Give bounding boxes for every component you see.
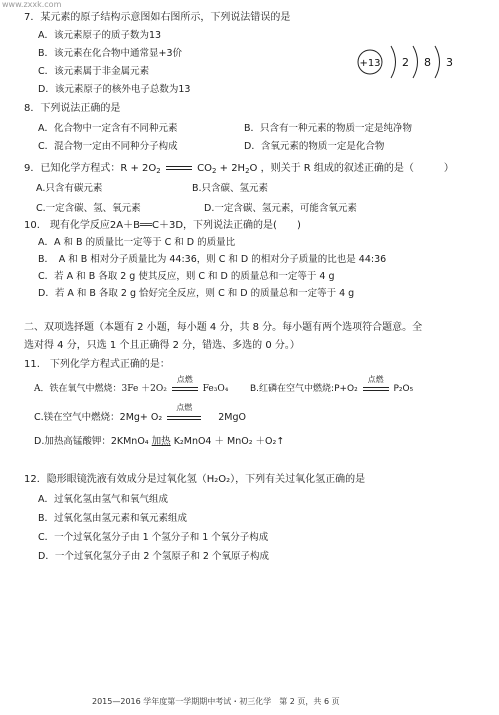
q11-a-pre: A．铁在氧气中燃烧：3Fe ＋2O₂ (34, 384, 167, 394)
q11-c-post: 2MgO (218, 412, 247, 423)
q11-c-condition: 点燃 (176, 403, 193, 412)
shell-3-electrons: 3 (446, 56, 453, 69)
page-footer: 2015—2016 学年度第一学期期中考试・初三化学 第 2 页，共 6 页 (92, 697, 340, 706)
electron-shell-3 (435, 46, 440, 78)
q9-stem-post: ，则关于 R 组成的叙述正确的是（ ） (260, 163, 454, 174)
q11-b-condition: 点燃 (367, 375, 384, 384)
q8-option-b: B．只含有一种元素的物质一定是纯净物 (244, 123, 413, 134)
section-2-line-1: 二、双项选择题（本题有 2 小题，每小题 4 分，共 8 分。每小题有两个选项符合题意。全 (24, 322, 423, 333)
q11-option-b (250, 375, 414, 395)
q7-option-d: D．该元素原子的核外电子总数为13 (38, 84, 191, 95)
q9-stem-mid: CO (197, 163, 212, 174)
q12-option-b: B．过氧化氢由氢元素和氧元素组成 (38, 513, 188, 524)
q12-stem: 12．隐形眼镜洗液有效成分是过氧化氢（H₂O₂），下列有关过氧化氢正确的是 (24, 474, 366, 485)
q7-option-c: C．该元素属于非金属元素 (38, 66, 150, 77)
electron-shell-2 (413, 46, 418, 78)
q10-option-d: D．若 A 和 B 各取 2 g 恰好完全反应，则 C 和 D 的质量总和一定等于 4 g (38, 288, 355, 299)
nucleus-charge: +13 (359, 58, 381, 69)
q11-d-post: K₂MnO4 ＋ MnO₂ ＋O₂↑ (173, 436, 285, 447)
q11-option-c (34, 403, 247, 423)
q9-option-b: B.只含碳、氢元素 (192, 183, 269, 194)
q11-d-pre: D.加热高锰酸钾：2KMnO₄ (34, 436, 149, 447)
shell-1-electrons: 2 (402, 56, 409, 69)
q11-b-pre: B.红磷在空气中燃烧:P+O₂ (250, 384, 358, 394)
q8-option-a: A．化合物中一定含有不同种元素 (38, 123, 178, 134)
q11-option-d (34, 436, 284, 447)
q9-option-a: A.只含有碳元素 (36, 183, 103, 194)
q8-option-d: D．含氧元素的物质一定是化合物 (244, 141, 385, 152)
q8-option-c: C．混合物一定由不同种分子构成 (38, 141, 178, 152)
electron-shell-1 (391, 46, 396, 78)
q11-option-a (34, 375, 229, 395)
atomic-structure-diagram (355, 36, 467, 88)
q11-a-condition: 点燃 (176, 375, 193, 384)
q7-option-b: B．该元素在化合物中通常显+3价 (38, 48, 183, 59)
q10-option-b: B． A 和 B 相对分子质量比为 44:36，则 C 和 D 的相对分子质量的比也是 44:36 (38, 254, 387, 265)
q11-b-post: P₂O₅ (393, 384, 414, 394)
section-2-line-2: 选对得 4 分，只选 1 个且正确得 2 分，错选、多选的 0 分。） (24, 340, 300, 351)
q7-option-a: A．该元素原子的质子数为13 (38, 30, 162, 41)
q11-stem: 11. 下列化学方程式正确的是： (24, 359, 170, 370)
q11-c-pre: C.镁在空气中燃烧：2Mg+ O₂ (34, 412, 163, 423)
q9-option-d: D.一定含碳、氢元素，可能含氧元素 (204, 203, 357, 214)
watermark: www.zxxk.com (2, 0, 62, 9)
q10-option-c: C．若 A 和 B 各取 2 g 使其反应，则 C 和 D 的质量总和一定等于 4 g (38, 271, 335, 282)
shell-2-electrons: 8 (424, 56, 431, 69)
q9-option-c: C.一定含碳、氢、氧元素 (36, 203, 141, 214)
q10-option-a: A．A 和 B 的质量比一定等于 C 和 D 的质量比 (38, 237, 236, 248)
q8-stem: 8．下列说法正确的是 (24, 103, 121, 114)
q7-stem: 7．某元素的原子结构示意图如右图所示，下列说法错误的是 (24, 12, 291, 23)
q12-option-d: D．一个过氧化氢分子由 2 个氢原子和 2 个氧原子构成 (38, 551, 269, 562)
q10-stem: 10. 现有化学反应2A＋B══C＋3D，下列说法正确的是( ) (24, 220, 301, 231)
q9-stem: 9．已知化学方程式：$R + 2O_2$ $CO_2 + 2H_2O$ ，则关于 R 组成的叙述正确的是（ ） (24, 163, 454, 175)
q11-a-post: Fe₃O₄ (202, 384, 229, 394)
q9-stem-pre: 9．已知化学方程式：R + 2O (24, 163, 157, 174)
q11-d-condition: 加热 (151, 436, 171, 447)
q12-option-a: A．过氧化氢由氢气和氧气组成 (38, 494, 168, 505)
q12-option-c: C．一个过氧化氢分子由 1 个氢分子和 1 个氧分子构成 (38, 532, 269, 543)
